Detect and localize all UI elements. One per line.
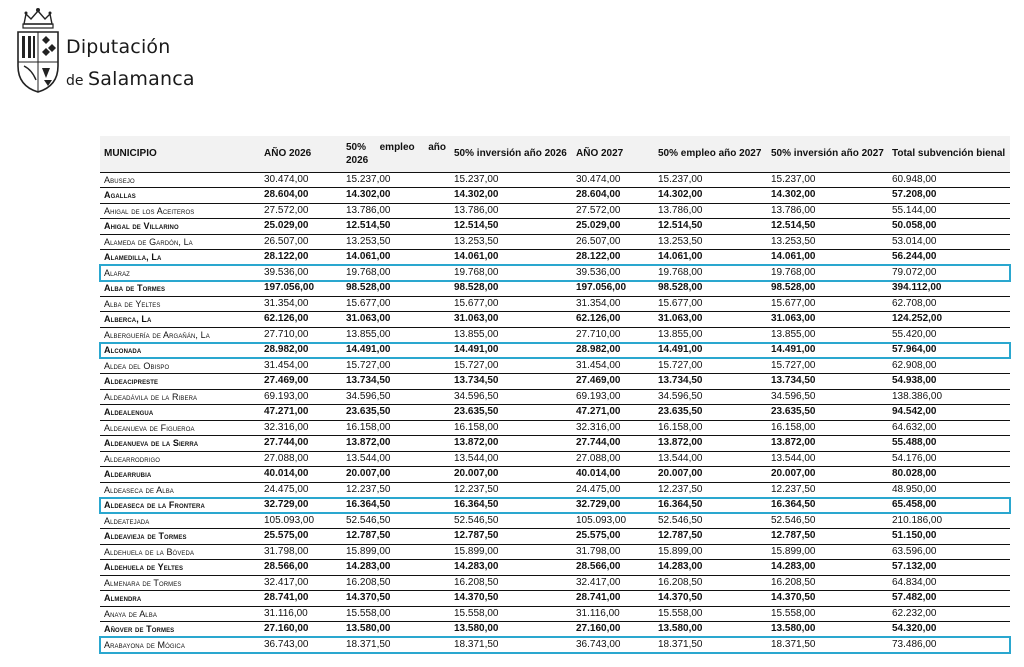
- cell-inversion-2027: 14.283,00: [767, 560, 888, 576]
- cell-municipio: Agallas: [100, 188, 260, 204]
- column-header-ano-2027: AÑO 2027: [572, 136, 654, 172]
- cell-total-bienal: 60.948,00: [888, 172, 1010, 188]
- cell-ano-2026: 31.354,00: [260, 296, 342, 312]
- table-row: [100, 420, 1010, 436]
- cell-ano-2026: 27.160,00: [260, 622, 342, 638]
- cell-ano-2026: 32.316,00: [260, 420, 342, 436]
- cell-empleo-2026: 34.596,50: [342, 389, 450, 405]
- cell-total-bienal: 65.458,00: [888, 498, 1010, 514]
- cell-inversion-2027: 13.855,00: [767, 327, 888, 343]
- cell-ano-2026: 27.469,00: [260, 374, 342, 390]
- cell-ano-2027: 27.088,00: [572, 451, 654, 467]
- cell-ano-2027: 31.454,00: [572, 358, 654, 374]
- cell-municipio: Abusejo: [100, 172, 260, 188]
- table-row: [100, 436, 1010, 452]
- cell-municipio: Ahigal de Villarino: [100, 219, 260, 235]
- column-header-total-bienal: Total subvención bienal: [888, 136, 1010, 172]
- cell-empleo-2027: 13.580,00: [654, 622, 767, 638]
- table-row: [100, 250, 1010, 266]
- cell-empleo-2026: 12.514,50: [342, 219, 450, 235]
- cell-inversion-2027: 12.787,50: [767, 529, 888, 545]
- cell-total-bienal: 210.186,00: [888, 513, 1010, 529]
- cell-municipio: Aldeacipreste: [100, 374, 260, 390]
- cell-empleo-2026: 16.364,50: [342, 498, 450, 514]
- cell-ano-2027: 30.474,00: [572, 172, 654, 188]
- logo-text-de: de: [66, 73, 84, 89]
- cell-total-bienal: 54.176,00: [888, 451, 1010, 467]
- cell-empleo-2026: 31.063,00: [342, 312, 450, 328]
- table-row: [100, 172, 1010, 188]
- cell-empleo-2027: 16.158,00: [654, 420, 767, 436]
- cell-inversion-2027: 31.063,00: [767, 312, 888, 328]
- cell-empleo-2027: 19.768,00: [654, 265, 767, 281]
- cell-ano-2027: 27.160,00: [572, 622, 654, 638]
- cell-ano-2026: 28.604,00: [260, 188, 342, 204]
- cell-inversion-2026: 34.596,50: [450, 389, 572, 405]
- cell-ano-2026: 32.417,00: [260, 575, 342, 591]
- cell-inversion-2026: 31.063,00: [450, 312, 572, 328]
- cell-ano-2027: 32.417,00: [572, 575, 654, 591]
- cell-ano-2026: 28.982,00: [260, 343, 342, 359]
- cell-ano-2026: 26.507,00: [260, 234, 342, 250]
- cell-empleo-2026: 15.899,00: [342, 544, 450, 560]
- cell-inversion-2027: 14.370,50: [767, 591, 888, 607]
- cell-ano-2027: 31.354,00: [572, 296, 654, 312]
- cell-ano-2026: 25.029,00: [260, 219, 342, 235]
- table-row: [100, 343, 1010, 359]
- cell-inversion-2027: 19.768,00: [767, 265, 888, 281]
- logo-text-diputacion: Diputación: [66, 36, 171, 58]
- cell-inversion-2027: 52.546,50: [767, 513, 888, 529]
- cell-total-bienal: 50.058,00: [888, 219, 1010, 235]
- cell-empleo-2026: 16.158,00: [342, 420, 450, 436]
- cell-ano-2027: 25.575,00: [572, 529, 654, 545]
- cell-empleo-2026: 23.635,50: [342, 405, 450, 421]
- cell-empleo-2026: 98.528,00: [342, 281, 450, 297]
- cell-municipio: Alba de Yeltes: [100, 296, 260, 312]
- cell-inversion-2027: 13.544,00: [767, 451, 888, 467]
- cell-inversion-2027: 14.302,00: [767, 188, 888, 204]
- table-row: [100, 560, 1010, 576]
- cell-municipio: Aldea del Obispo: [100, 358, 260, 374]
- cell-ano-2027: 40.014,00: [572, 467, 654, 483]
- table-row: [100, 234, 1010, 250]
- cell-municipio: Alameda de Gardón, La: [100, 234, 260, 250]
- cell-ano-2027: 197.056,00: [572, 281, 654, 297]
- cell-inversion-2027: 34.596,50: [767, 389, 888, 405]
- table-row: [100, 203, 1010, 219]
- table-row: [100, 358, 1010, 374]
- cell-inversion-2026: 52.546,50: [450, 513, 572, 529]
- cell-empleo-2027: 15.677,00: [654, 296, 767, 312]
- cell-inversion-2026: 13.253,50: [450, 234, 572, 250]
- cell-ano-2027: 26.507,00: [572, 234, 654, 250]
- cell-inversion-2027: 13.734,50: [767, 374, 888, 390]
- table-row: [100, 637, 1010, 653]
- cell-empleo-2026: 13.786,00: [342, 203, 450, 219]
- cell-inversion-2026: 13.786,00: [450, 203, 572, 219]
- column-header-inversion-2027: 50% inversión año 2027: [767, 136, 888, 172]
- cell-empleo-2026: 14.491,00: [342, 343, 450, 359]
- table-row: [100, 498, 1010, 514]
- cell-municipio: Arabayona de Mógica: [100, 637, 260, 653]
- cell-inversion-2027: 16.364,50: [767, 498, 888, 514]
- cell-ano-2026: 30.474,00: [260, 172, 342, 188]
- cell-ano-2027: 24.475,00: [572, 482, 654, 498]
- cell-ano-2027: 39.536,00: [572, 265, 654, 281]
- cell-ano-2027: 69.193,00: [572, 389, 654, 405]
- cell-empleo-2026: 15.727,00: [342, 358, 450, 374]
- cell-total-bienal: 138.386,00: [888, 389, 1010, 405]
- table-row: [100, 575, 1010, 591]
- cell-municipio: Almendra: [100, 591, 260, 607]
- cell-ano-2027: 28.982,00: [572, 343, 654, 359]
- cell-inversion-2027: 13.872,00: [767, 436, 888, 452]
- cell-empleo-2026: 13.734,50: [342, 374, 450, 390]
- cell-inversion-2027: 15.237,00: [767, 172, 888, 188]
- cell-total-bienal: 62.232,00: [888, 606, 1010, 622]
- cell-empleo-2026: 16.208,50: [342, 575, 450, 591]
- cell-empleo-2027: 15.237,00: [654, 172, 767, 188]
- cell-ano-2026: 27.088,00: [260, 451, 342, 467]
- cell-empleo-2027: 12.787,50: [654, 529, 767, 545]
- cell-municipio: Aldehuela de la Bóveda: [100, 544, 260, 560]
- cell-ano-2026: 31.116,00: [260, 606, 342, 622]
- column-header-municipio: MUNICIPIO: [100, 136, 260, 172]
- table-row: [100, 529, 1010, 545]
- cell-inversion-2026: 20.007,00: [450, 467, 572, 483]
- cell-municipio: Aldeanueva de la Sierra: [100, 436, 260, 452]
- cell-inversion-2026: 15.558,00: [450, 606, 572, 622]
- cell-empleo-2026: 14.370,50: [342, 591, 450, 607]
- cell-municipio: Añover de Tormes: [100, 622, 260, 638]
- cell-ano-2026: 197.056,00: [260, 281, 342, 297]
- column-header-empleo-2027: 50% empleo año 2027: [654, 136, 767, 172]
- cell-ano-2027: 27.469,00: [572, 374, 654, 390]
- cell-ano-2026: 32.729,00: [260, 498, 342, 514]
- cell-total-bienal: 55.144,00: [888, 203, 1010, 219]
- cell-inversion-2027: 13.786,00: [767, 203, 888, 219]
- cell-total-bienal: 63.596,00: [888, 544, 1010, 560]
- cell-empleo-2026: 15.558,00: [342, 606, 450, 622]
- cell-ano-2027: 28.741,00: [572, 591, 654, 607]
- cell-total-bienal: 394.112,00: [888, 281, 1010, 297]
- cell-empleo-2027: 14.283,00: [654, 560, 767, 576]
- cell-inversion-2027: 13.253,50: [767, 234, 888, 250]
- cell-ano-2027: 31.116,00: [572, 606, 654, 622]
- cell-inversion-2027: 13.580,00: [767, 622, 888, 638]
- cell-empleo-2027: 34.596,50: [654, 389, 767, 405]
- cell-ano-2026: 39.536,00: [260, 265, 342, 281]
- cell-total-bienal: 57.132,00: [888, 560, 1010, 576]
- cell-ano-2026: 28.566,00: [260, 560, 342, 576]
- cell-inversion-2027: 23.635,50: [767, 405, 888, 421]
- cell-empleo-2027: 13.544,00: [654, 451, 767, 467]
- cell-ano-2026: 27.572,00: [260, 203, 342, 219]
- cell-ano-2026: 28.122,00: [260, 250, 342, 266]
- table-row: [100, 389, 1010, 405]
- cell-empleo-2026: 15.237,00: [342, 172, 450, 188]
- cell-ano-2026: 40.014,00: [260, 467, 342, 483]
- cell-ano-2027: 27.744,00: [572, 436, 654, 452]
- cell-empleo-2027: 12.237,50: [654, 482, 767, 498]
- cell-empleo-2026: 13.253,50: [342, 234, 450, 250]
- logo-text-salamanca: Salamanca: [88, 68, 195, 90]
- cell-inversion-2026: 14.302,00: [450, 188, 572, 204]
- cell-inversion-2027: 18.371,50: [767, 637, 888, 653]
- cell-empleo-2027: 13.253,50: [654, 234, 767, 250]
- cell-municipio: Aldeavieja de Tormes: [100, 529, 260, 545]
- cell-empleo-2027: 52.546,50: [654, 513, 767, 529]
- cell-ano-2027: 28.566,00: [572, 560, 654, 576]
- cell-ano-2026: 28.741,00: [260, 591, 342, 607]
- cell-empleo-2026: 20.007,00: [342, 467, 450, 483]
- cell-empleo-2026: 12.787,50: [342, 529, 450, 545]
- cell-total-bienal: 48.950,00: [888, 482, 1010, 498]
- table-row: [100, 513, 1010, 529]
- cell-inversion-2026: 13.872,00: [450, 436, 572, 452]
- cell-empleo-2026: 13.855,00: [342, 327, 450, 343]
- cell-inversion-2027: 15.677,00: [767, 296, 888, 312]
- cell-total-bienal: 64.632,00: [888, 420, 1010, 436]
- cell-total-bienal: 94.542,00: [888, 405, 1010, 421]
- table-row: [100, 296, 1010, 312]
- cell-ano-2027: 31.798,00: [572, 544, 654, 560]
- cell-inversion-2026: 13.855,00: [450, 327, 572, 343]
- cell-inversion-2026: 13.734,50: [450, 374, 572, 390]
- cell-ano-2027: 36.743,00: [572, 637, 654, 653]
- table-row: [100, 312, 1010, 328]
- cell-ano-2027: 47.271,00: [572, 405, 654, 421]
- cell-inversion-2026: 16.158,00: [450, 420, 572, 436]
- table-row: [100, 606, 1010, 622]
- cell-municipio: Anaya de Alba: [100, 606, 260, 622]
- table-row: [100, 374, 1010, 390]
- cell-total-bienal: 53.014,00: [888, 234, 1010, 250]
- cell-ano-2026: 25.575,00: [260, 529, 342, 545]
- cell-ano-2026: 105.093,00: [260, 513, 342, 529]
- cell-total-bienal: 73.486,00: [888, 637, 1010, 653]
- cell-inversion-2026: 14.370,50: [450, 591, 572, 607]
- cell-municipio: Alamedilla, La: [100, 250, 260, 266]
- cell-empleo-2026: 15.677,00: [342, 296, 450, 312]
- cell-empleo-2027: 14.491,00: [654, 343, 767, 359]
- cell-empleo-2027: 16.364,50: [654, 498, 767, 514]
- column-header-inversion-2026: 50% inversión año 2026: [450, 136, 572, 172]
- table-row: [100, 405, 1010, 421]
- cell-municipio: Alberca, La: [100, 312, 260, 328]
- cell-empleo-2026: 14.061,00: [342, 250, 450, 266]
- cell-inversion-2027: 16.208,50: [767, 575, 888, 591]
- cell-municipio: Aldearrubia: [100, 467, 260, 483]
- cell-inversion-2026: 15.237,00: [450, 172, 572, 188]
- cell-inversion-2026: 14.283,00: [450, 560, 572, 576]
- cell-municipio: Alberguería de Argañán, La: [100, 327, 260, 343]
- cell-ano-2027: 28.604,00: [572, 188, 654, 204]
- cell-municipio: Aldeaseca de la Frontera: [100, 498, 260, 514]
- cell-inversion-2026: 23.635,50: [450, 405, 572, 421]
- cell-municipio: Almenara de Tormes: [100, 575, 260, 591]
- table-row: [100, 219, 1010, 235]
- cell-empleo-2026: 12.237,50: [342, 482, 450, 498]
- cell-empleo-2027: 31.063,00: [654, 312, 767, 328]
- cell-total-bienal: 54.320,00: [888, 622, 1010, 638]
- table-row: [100, 451, 1010, 467]
- cell-ano-2026: 47.271,00: [260, 405, 342, 421]
- cell-inversion-2026: 16.208,50: [450, 575, 572, 591]
- cell-empleo-2027: 14.302,00: [654, 188, 767, 204]
- table-row: [100, 265, 1010, 281]
- cell-inversion-2026: 16.364,50: [450, 498, 572, 514]
- header-logo: [14, 6, 214, 94]
- cell-inversion-2027: 12.237,50: [767, 482, 888, 498]
- cell-municipio: Alconada: [100, 343, 260, 359]
- cell-empleo-2027: 14.061,00: [654, 250, 767, 266]
- table-row: [100, 591, 1010, 607]
- cell-total-bienal: 62.908,00: [888, 358, 1010, 374]
- cell-municipio: Aldeadávila de la Ribera: [100, 389, 260, 405]
- cell-municipio: Ahigal de los Aceiteros: [100, 203, 260, 219]
- cell-empleo-2026: 14.302,00: [342, 188, 450, 204]
- cell-municipio: Alaraz: [100, 265, 260, 281]
- cell-empleo-2026: 52.546,50: [342, 513, 450, 529]
- cell-ano-2026: 69.193,00: [260, 389, 342, 405]
- cell-inversion-2026: 13.580,00: [450, 622, 572, 638]
- cell-ano-2026: 24.475,00: [260, 482, 342, 498]
- cell-empleo-2027: 14.370,50: [654, 591, 767, 607]
- cell-municipio: Aldealengua: [100, 405, 260, 421]
- cell-ano-2026: 62.126,00: [260, 312, 342, 328]
- cell-inversion-2026: 14.491,00: [450, 343, 572, 359]
- cell-inversion-2027: 15.899,00: [767, 544, 888, 560]
- cell-municipio: Alba de Tormes: [100, 281, 260, 297]
- column-header-empleo-2026: 50% empleo año 2026: [342, 136, 450, 172]
- cell-empleo-2027: 13.855,00: [654, 327, 767, 343]
- cell-ano-2027: 32.316,00: [572, 420, 654, 436]
- cell-inversion-2026: 13.544,00: [450, 451, 572, 467]
- cell-total-bienal: 124.252,00: [888, 312, 1010, 328]
- cell-empleo-2026: 19.768,00: [342, 265, 450, 281]
- cell-municipio: Aldeatejada: [100, 513, 260, 529]
- cell-total-bienal: 79.072,00: [888, 265, 1010, 281]
- cell-ano-2026: 31.454,00: [260, 358, 342, 374]
- cell-total-bienal: 57.482,00: [888, 591, 1010, 607]
- cell-empleo-2026: 18.371,50: [342, 637, 450, 653]
- table-row: [100, 188, 1010, 204]
- cell-empleo-2027: 23.635,50: [654, 405, 767, 421]
- cell-total-bienal: 54.938,00: [888, 374, 1010, 390]
- cell-inversion-2027: 14.491,00: [767, 343, 888, 359]
- cell-inversion-2026: 15.727,00: [450, 358, 572, 374]
- cell-ano-2026: 27.710,00: [260, 327, 342, 343]
- cell-ano-2027: 27.710,00: [572, 327, 654, 343]
- cell-total-bienal: 64.834,00: [888, 575, 1010, 591]
- cell-empleo-2027: 15.558,00: [654, 606, 767, 622]
- table-row: [100, 482, 1010, 498]
- cell-ano-2026: 36.743,00: [260, 637, 342, 653]
- cell-empleo-2027: 15.727,00: [654, 358, 767, 374]
- cell-ano-2027: 25.029,00: [572, 219, 654, 235]
- cell-total-bienal: 62.708,00: [888, 296, 1010, 312]
- cell-inversion-2027: 98.528,00: [767, 281, 888, 297]
- table-row: [100, 327, 1010, 343]
- cell-ano-2027: 27.572,00: [572, 203, 654, 219]
- cell-empleo-2027: 98.528,00: [654, 281, 767, 297]
- cell-empleo-2027: 16.208,50: [654, 575, 767, 591]
- cell-empleo-2027: 13.734,50: [654, 374, 767, 390]
- cell-empleo-2027: 20.007,00: [654, 467, 767, 483]
- cell-ano-2026: 27.744,00: [260, 436, 342, 452]
- cell-municipio: Aldearrodrigo: [100, 451, 260, 467]
- cell-inversion-2026: 18.371,50: [450, 637, 572, 653]
- cell-total-bienal: 57.964,00: [888, 343, 1010, 359]
- subsidy-table: [100, 136, 1010, 653]
- cell-inversion-2026: 98.528,00: [450, 281, 572, 297]
- subsidy-table-container: [100, 136, 1010, 653]
- cell-inversion-2026: 14.061,00: [450, 250, 572, 266]
- cell-municipio: Aldehuela de Yeltes: [100, 560, 260, 576]
- cell-inversion-2027: 14.061,00: [767, 250, 888, 266]
- table-row: [100, 281, 1010, 297]
- cell-inversion-2026: 12.787,50: [450, 529, 572, 545]
- cell-total-bienal: 55.420,00: [888, 327, 1010, 343]
- cell-inversion-2026: 15.899,00: [450, 544, 572, 560]
- cell-inversion-2027: 12.514,50: [767, 219, 888, 235]
- cell-total-bienal: 51.150,00: [888, 529, 1010, 545]
- cell-inversion-2026: 15.677,00: [450, 296, 572, 312]
- cell-municipio: Aldeaseca de Alba: [100, 482, 260, 498]
- table-row: [100, 544, 1010, 560]
- cell-inversion-2027: 15.558,00: [767, 606, 888, 622]
- cell-inversion-2026: 12.514,50: [450, 219, 572, 235]
- cell-empleo-2026: 13.544,00: [342, 451, 450, 467]
- cell-empleo-2027: 13.872,00: [654, 436, 767, 452]
- cell-total-bienal: 57.208,00: [888, 188, 1010, 204]
- cell-ano-2027: 62.126,00: [572, 312, 654, 328]
- cell-empleo-2026: 13.872,00: [342, 436, 450, 452]
- cell-empleo-2027: 18.371,50: [654, 637, 767, 653]
- cell-total-bienal: 55.488,00: [888, 436, 1010, 452]
- cell-ano-2027: 105.093,00: [572, 513, 654, 529]
- cell-total-bienal: 80.028,00: [888, 467, 1010, 483]
- cell-empleo-2026: 13.580,00: [342, 622, 450, 638]
- coat-of-arms-icon: [14, 6, 62, 94]
- cell-empleo-2026: 14.283,00: [342, 560, 450, 576]
- cell-empleo-2027: 13.786,00: [654, 203, 767, 219]
- cell-inversion-2027: 20.007,00: [767, 467, 888, 483]
- table-row: [100, 622, 1010, 638]
- cell-inversion-2027: 16.158,00: [767, 420, 888, 436]
- cell-inversion-2026: 19.768,00: [450, 265, 572, 281]
- cell-total-bienal: 56.244,00: [888, 250, 1010, 266]
- cell-ano-2026: 31.798,00: [260, 544, 342, 560]
- cell-empleo-2027: 15.899,00: [654, 544, 767, 560]
- cell-municipio: Aldeanueva de Figueroa: [100, 420, 260, 436]
- cell-ano-2027: 32.729,00: [572, 498, 654, 514]
- table-header-row: [100, 136, 1010, 172]
- table-body: [100, 172, 1010, 653]
- cell-ano-2027: 28.122,00: [572, 250, 654, 266]
- table-row: [100, 467, 1010, 483]
- cell-inversion-2027: 15.727,00: [767, 358, 888, 374]
- column-header-ano-2026: AÑO 2026: [260, 136, 342, 172]
- cell-empleo-2027: 12.514,50: [654, 219, 767, 235]
- cell-inversion-2026: 12.237,50: [450, 482, 572, 498]
